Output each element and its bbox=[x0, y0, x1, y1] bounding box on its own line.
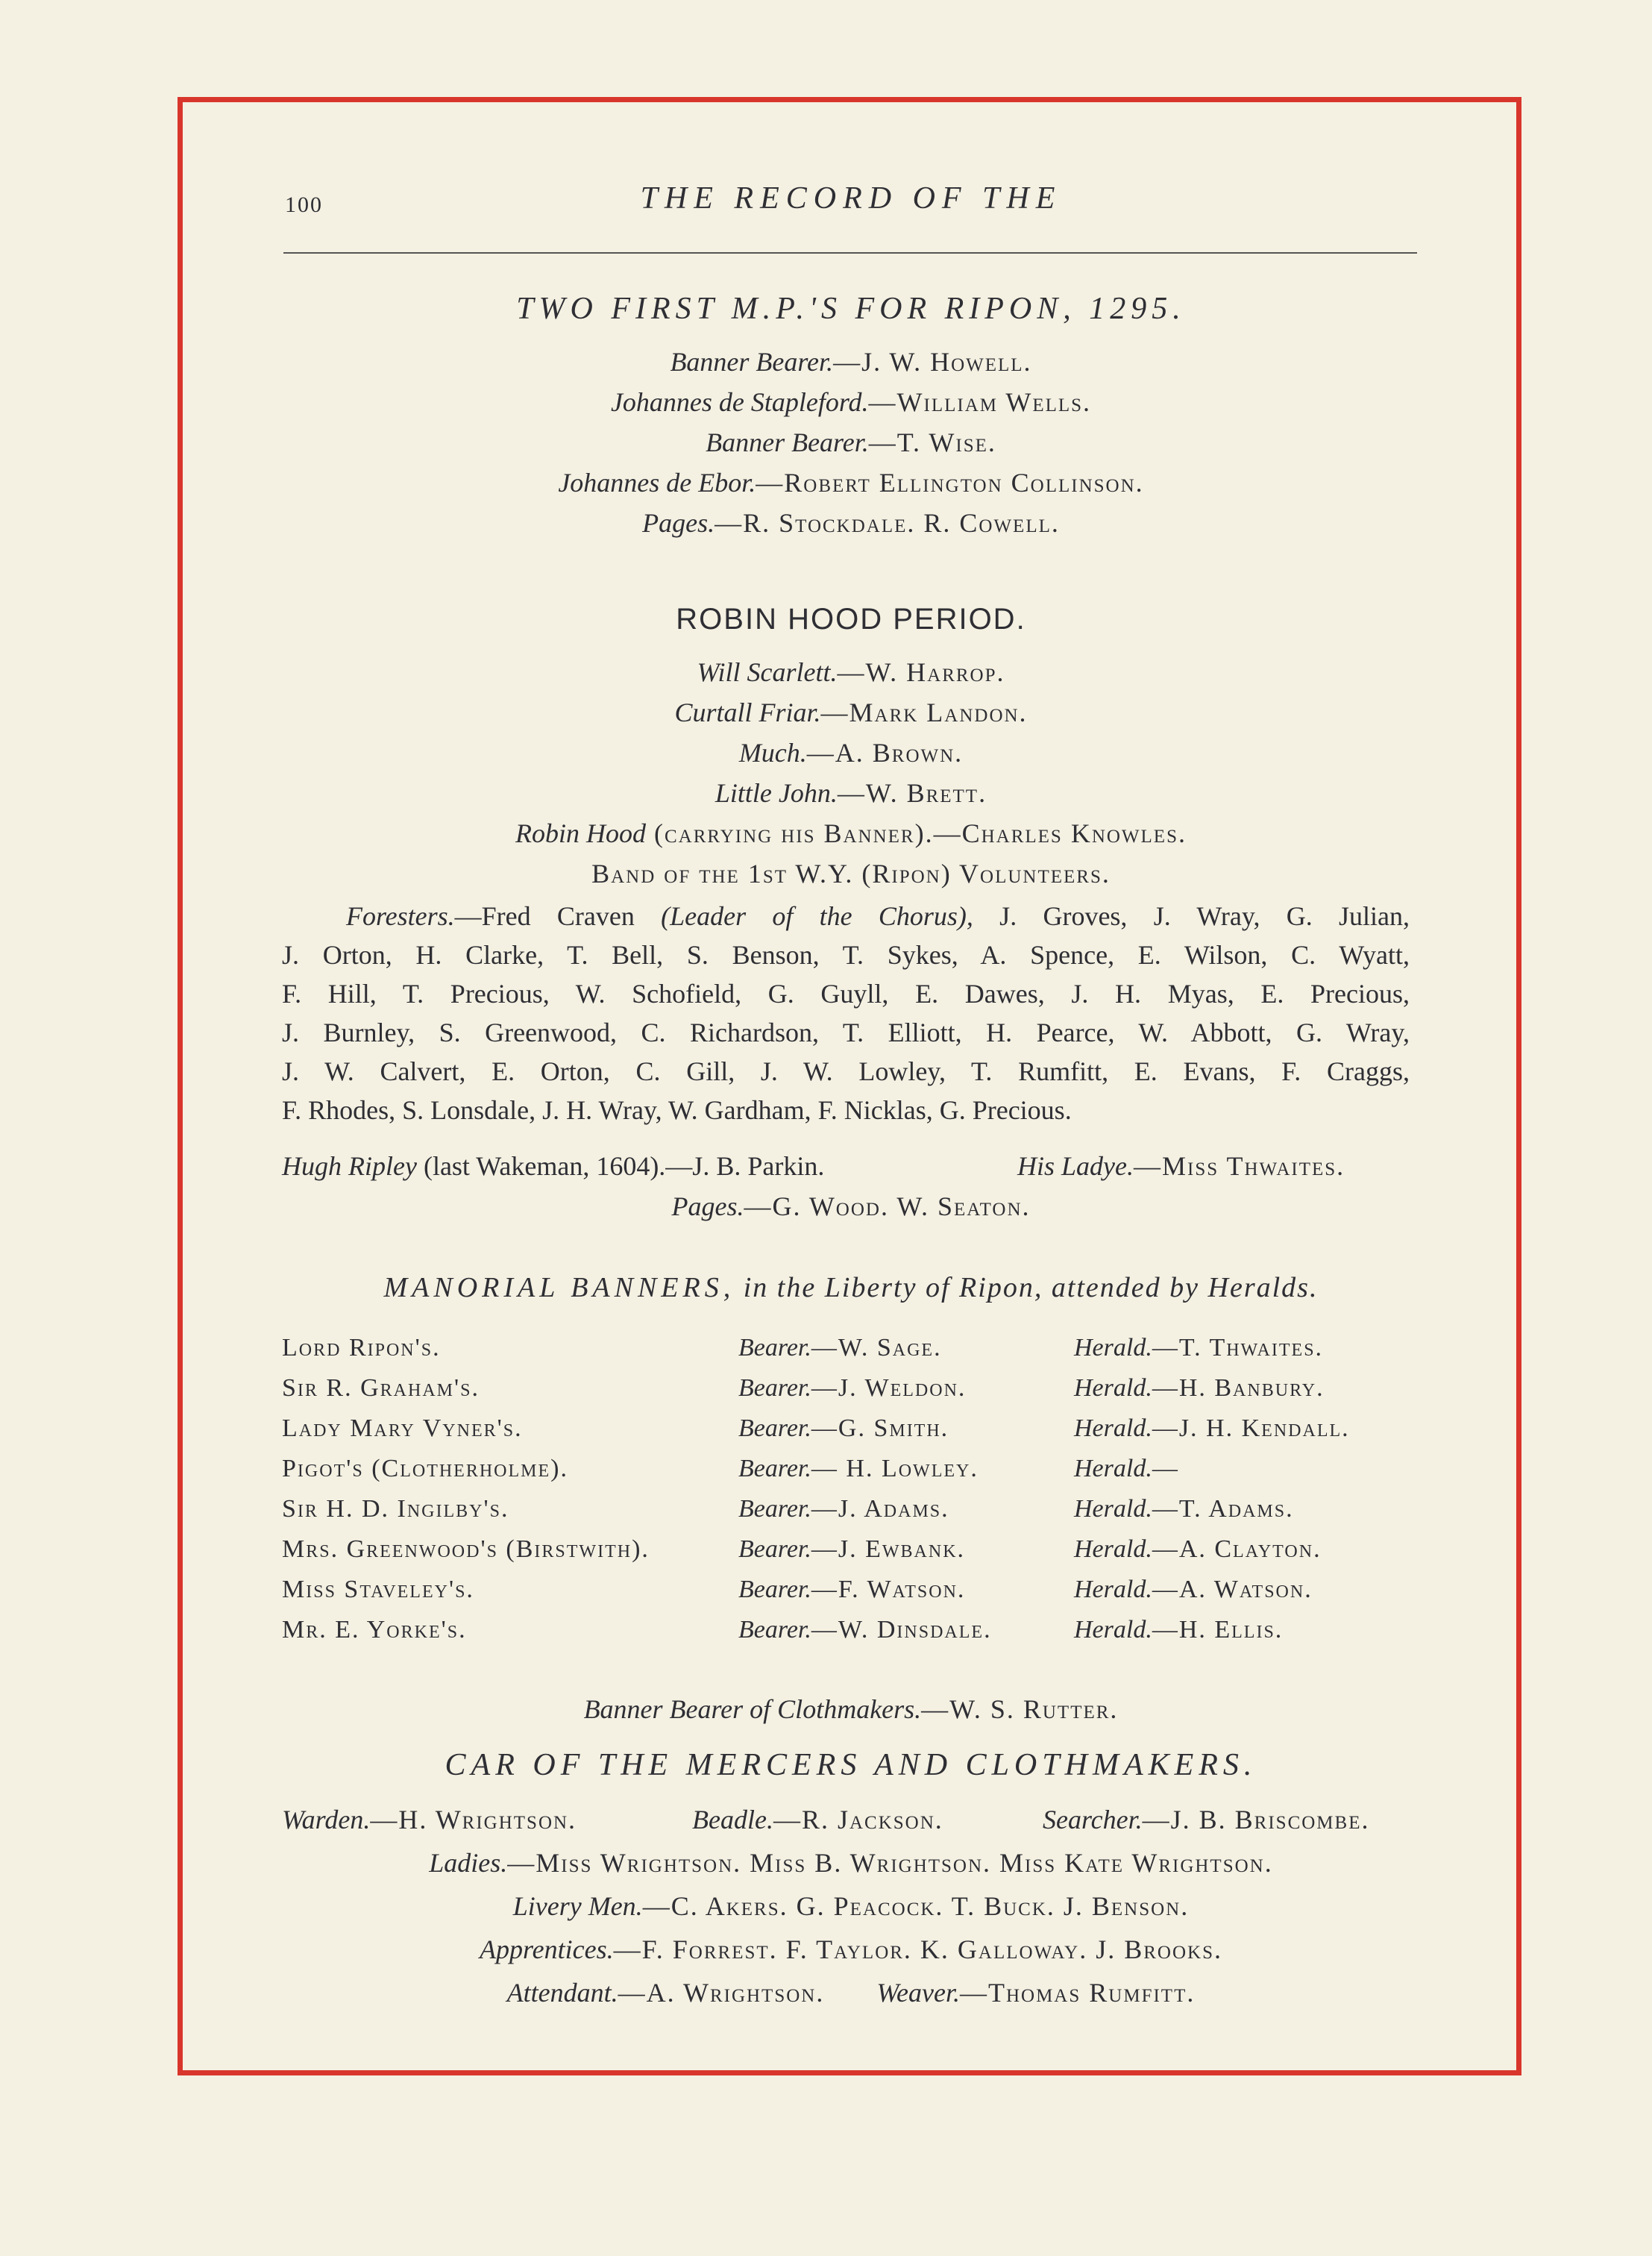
bearer: —J. Adams. bbox=[811, 1495, 949, 1523]
robin-line bbox=[282, 777, 1420, 809]
mps-line bbox=[282, 507, 1420, 539]
name: —C. Akers. G. Peacock. T. Buck. J. Benson. bbox=[642, 1891, 1190, 1921]
role: Attendant. bbox=[506, 1978, 618, 2008]
heading-rest: in the Liberty of Ripon, attended by Heralds. bbox=[735, 1272, 1319, 1303]
livery-line bbox=[282, 1890, 1420, 1922]
herald: —J. H. Kendall. bbox=[1152, 1414, 1350, 1442]
banner: Sir R. Graham's. bbox=[282, 1374, 480, 1402]
manorial-row bbox=[282, 1334, 1445, 1373]
name: —R. Stockdale. R. Cowell. bbox=[714, 508, 1060, 538]
herald: — bbox=[1152, 1455, 1179, 1482]
mps-line bbox=[282, 427, 1420, 458]
name: (carrying his Banner).—Charles Knowles. bbox=[646, 818, 1187, 848]
name: —W. Brett. bbox=[837, 778, 987, 808]
banner: Mr. E. Yorke's. bbox=[282, 1616, 467, 1644]
name: (last Wakeman, 1604).—J. B. Parkin. bbox=[416, 1151, 825, 1181]
role: Ladies. bbox=[429, 1848, 508, 1878]
role: Curtall Friar. bbox=[674, 698, 821, 727]
robin-line bbox=[282, 697, 1420, 728]
banner: Lady Mary Vyner's. bbox=[282, 1414, 523, 1442]
bearer-label: Bearer. bbox=[738, 1414, 811, 1442]
herald: —T. Thwaites. bbox=[1152, 1334, 1324, 1362]
text: J. Groves, J. Wray, G. Julian, bbox=[973, 901, 1410, 931]
text: —Fred Craven bbox=[454, 901, 662, 931]
herald-label: Herald. bbox=[1074, 1334, 1152, 1362]
apprentices-line bbox=[282, 1934, 1420, 1965]
herald-label: Herald. bbox=[1074, 1576, 1152, 1603]
role: Banner Bearer. bbox=[706, 427, 869, 457]
mps-line bbox=[282, 467, 1420, 498]
role: His Ladye. bbox=[1017, 1151, 1134, 1181]
attendant-weaver-line bbox=[282, 1977, 1420, 2008]
name: —Robert Ellington Collinson. bbox=[756, 468, 1144, 498]
manorial-row bbox=[282, 1616, 1445, 1655]
banner: Sir H. D. Ingilby's. bbox=[282, 1495, 509, 1523]
name: —G. Wood. W. Seaton. bbox=[744, 1191, 1031, 1221]
foresters-line: F. Hill, T. Precious, W. Schofield, G. Guyll, E. Dawes, J. H. Myas, E. Precious, bbox=[282, 979, 1410, 1009]
role: Warden. bbox=[282, 1805, 371, 1834]
role: Johannes de Stapleford. bbox=[610, 387, 869, 417]
bearer: —W. Dinsdale. bbox=[811, 1616, 992, 1644]
herald-label: Herald. bbox=[1074, 1535, 1152, 1563]
herald: —A. Watson. bbox=[1152, 1576, 1313, 1603]
foresters-line: J. Burnley, S. Greenwood, C. Richardson, T. Elliott, H. Pearce, W. Abbott, G. Wray, bbox=[282, 1018, 1410, 1047]
herald-label: Herald. bbox=[1074, 1374, 1152, 1402]
robin-heading: ROBIN HOOD PERIOD. bbox=[676, 603, 1026, 636]
herald: —T. Adams. bbox=[1152, 1495, 1294, 1523]
page-number: 100 bbox=[285, 192, 323, 217]
bearer-label: Bearer. bbox=[738, 1334, 811, 1362]
robin-hood-line bbox=[282, 818, 1420, 849]
role: Robin Hood bbox=[515, 818, 647, 848]
manorial-row bbox=[282, 1455, 1445, 1494]
manorial-row bbox=[282, 1374, 1445, 1413]
robin-pages-line bbox=[282, 1191, 1420, 1222]
car-heading: CAR OF THE MERCERS AND CLOTHMAKERS. bbox=[445, 1748, 1257, 1782]
name: —W. Harrop. bbox=[837, 657, 1005, 687]
bearer: —F. Watson. bbox=[811, 1576, 966, 1603]
leader: (Leader of the Chorus), bbox=[661, 901, 973, 931]
bearer: —J. Weldon. bbox=[811, 1374, 967, 1402]
role: Banner Bearer of Clothmakers. bbox=[583, 1694, 922, 1724]
role: Pages. bbox=[671, 1191, 744, 1221]
foresters-line: J. Orton, H. Clarke, T. Bell, S. Benson, T. Sykes, A. Spence, E. Wilson, C. Wyatt, bbox=[282, 940, 1410, 970]
bearer-label: Bearer. bbox=[738, 1455, 811, 1482]
foresters-last-line: F. Rhodes, S. Lonsdale, J. H. Wray, W. Gardham, F. Nicklas, G. Precious. bbox=[282, 1095, 1072, 1125]
mps-heading: TWO FIRST M.P.'S FOR RIPON, 1295. bbox=[516, 292, 1186, 326]
manorial-heading bbox=[282, 1271, 1420, 1304]
herald-label: Herald. bbox=[1074, 1414, 1152, 1442]
herald: —H. Banbury. bbox=[1152, 1374, 1325, 1402]
role: Apprentices. bbox=[480, 1934, 614, 1964]
name: —T. Wise. bbox=[868, 427, 996, 457]
herald-label: Herald. bbox=[1074, 1616, 1152, 1644]
warden-entry bbox=[282, 1804, 577, 1835]
name: —Mark Landon. bbox=[820, 698, 1028, 727]
name: —Miss Wrightson. Miss B. Wrightson. Miss Kate Wrightson. bbox=[507, 1848, 1273, 1878]
role: Searcher. bbox=[1043, 1805, 1143, 1834]
bearer-label: Bearer. bbox=[738, 1616, 811, 1644]
bearer-label: Bearer. bbox=[738, 1535, 811, 1563]
name: —William Wells. bbox=[868, 387, 1092, 417]
bearer-label: Bearer. bbox=[738, 1576, 811, 1603]
ladies-line bbox=[282, 1847, 1420, 1879]
bearer-label: Bearer. bbox=[738, 1495, 811, 1523]
manorial-row bbox=[282, 1576, 1445, 1614]
bearer: — H. Lowley. bbox=[811, 1455, 979, 1482]
robin-line bbox=[282, 737, 1420, 768]
name: —Miss Thwaites. bbox=[1134, 1151, 1345, 1181]
name: —J. W. Howell. bbox=[833, 347, 1032, 377]
role: Johannes de Ebor. bbox=[558, 468, 756, 498]
header-rule bbox=[283, 252, 1417, 254]
name: —F. Forrest. F. Taylor. K. Galloway. J. Brooks. bbox=[613, 1934, 1222, 1964]
herald: —A. Clayton. bbox=[1152, 1535, 1322, 1563]
beadle-entry bbox=[692, 1804, 943, 1835]
role: Livery Men. bbox=[512, 1891, 643, 1921]
mps-line bbox=[282, 386, 1420, 418]
role: Hugh Ripley bbox=[282, 1151, 417, 1181]
ripley-line bbox=[282, 1150, 824, 1182]
role: Banner Bearer. bbox=[670, 347, 834, 377]
foresters-line: J. W. Calvert, E. Orton, C. Gill, J. W. Lowley, T. Rumfitt, E. Evans, F. Craggs, bbox=[282, 1056, 1410, 1086]
name: —A. Wrightson. bbox=[618, 1978, 825, 2008]
name: —H. Wrightson. bbox=[370, 1805, 577, 1834]
banner: Lord Ripon's. bbox=[282, 1334, 441, 1362]
herald: —H. Ellis. bbox=[1152, 1616, 1284, 1644]
heading-main: MANORIAL BANNERS, bbox=[383, 1272, 735, 1303]
name: —R. Jackson. bbox=[773, 1805, 943, 1834]
role: Weaver. bbox=[876, 1978, 960, 2008]
manorial-row bbox=[282, 1414, 1445, 1453]
manorial-row bbox=[282, 1535, 1445, 1574]
foresters-paragraph bbox=[282, 898, 1410, 1128]
banner: Miss Staveley's. bbox=[282, 1576, 474, 1603]
bearer: —G. Smith. bbox=[811, 1414, 949, 1442]
name: —W. S. Rutter. bbox=[921, 1694, 1119, 1724]
name: —Thomas Rumfitt. bbox=[959, 1978, 1196, 2008]
banner: Mrs. Greenwood's (Birstwith). bbox=[282, 1535, 650, 1563]
herald-label: Herald. bbox=[1074, 1495, 1152, 1523]
role: Little John. bbox=[714, 778, 838, 808]
ladye-line bbox=[1017, 1150, 1345, 1182]
searcher-entry bbox=[1043, 1804, 1369, 1835]
bearer-label: Bearer. bbox=[738, 1374, 811, 1402]
name: —A. Brown. bbox=[806, 738, 964, 768]
role: Beadle. bbox=[692, 1805, 773, 1834]
bearer: —J. Ewbank. bbox=[811, 1535, 966, 1563]
robin-line bbox=[282, 657, 1420, 688]
foresters-first-line bbox=[282, 898, 1410, 934]
clothmakers-bearer-line bbox=[282, 1693, 1420, 1725]
running-head: THE RECORD OF THE bbox=[640, 181, 1062, 216]
role: Pages. bbox=[642, 508, 715, 538]
manorial-row bbox=[282, 1495, 1445, 1534]
bearer: —W. Sage. bbox=[811, 1334, 942, 1362]
role: Much. bbox=[738, 738, 807, 768]
band-line: Band of the 1st W.Y. (Ripon) Volunteers. bbox=[591, 859, 1111, 889]
role: Foresters. bbox=[346, 901, 455, 931]
banner: Pigot's (Clotherholme). bbox=[282, 1455, 568, 1482]
name: —J. B. Briscombe. bbox=[1142, 1805, 1370, 1834]
mps-line bbox=[282, 346, 1420, 377]
role: Will Scarlett. bbox=[697, 657, 838, 687]
herald-label: Herald. bbox=[1074, 1455, 1152, 1482]
